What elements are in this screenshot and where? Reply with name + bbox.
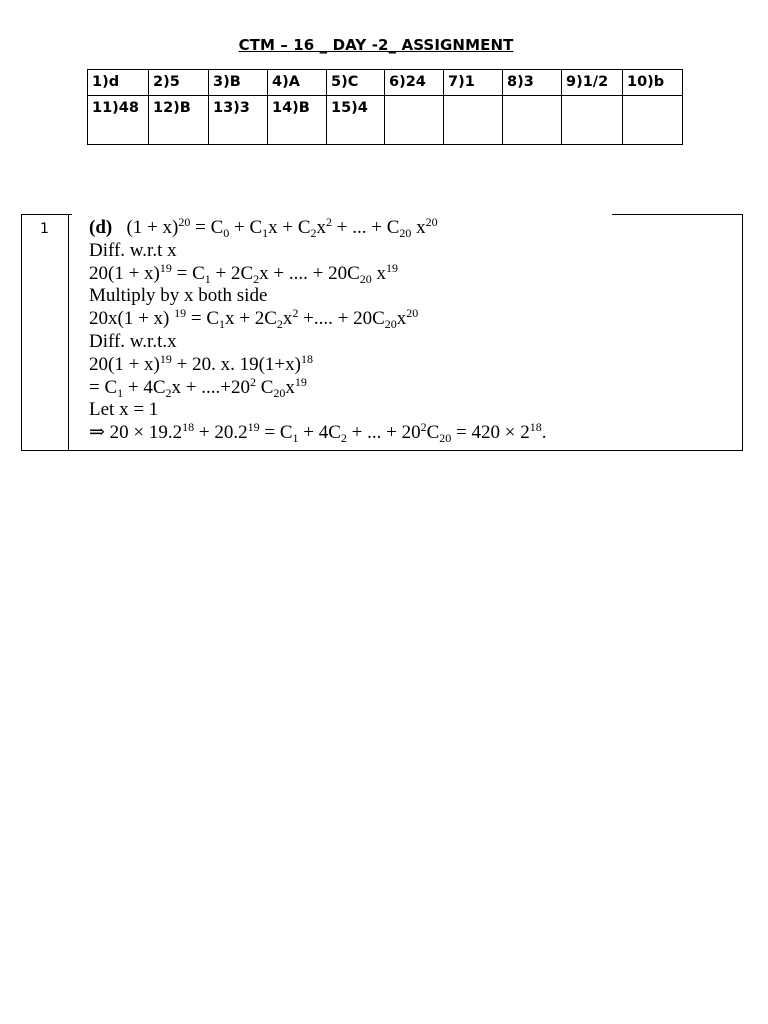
answer-cell (623, 96, 683, 145)
answer-cell: 15)4 (327, 96, 385, 145)
answer-cell: 12)B (149, 96, 209, 145)
answer-cell: 11)48 (88, 96, 149, 145)
answer-key-table (87, 69, 683, 145)
answer-cell: 13)3 (209, 96, 268, 145)
multiply-line: Multiply by x both side (89, 285, 268, 307)
answer-cell: 5)C (327, 70, 385, 96)
second-derivative-rhs-line: = $C_1 + 4C_2x + ....+20^2$ $C_{20}x^{19}$ (89, 374, 307, 400)
answer-cell: 10)b (623, 70, 683, 96)
answer-row (88, 96, 683, 145)
answer-row (88, 70, 683, 96)
expansion-line: (d) $(1 + x)^{20} = C_0 + C_1x + C_2x^2$ + ... + $C_{20}$ $x^{20}$ (89, 215, 438, 240)
solution-column-divider (68, 215, 69, 450)
solution-working (89, 217, 729, 445)
result-line: ⇒ $20 \times 19.2^{18} + 20.2^{19} = C_1 + 4C_2$ + ... + $20^2C_{20} = 420 \times 2^{18}$. (89, 420, 547, 446)
second-derivative-line: $20(1 + x)^{19} + 20$. x. $19(1+x)^{18}$ (89, 351, 313, 375)
answer-cell: 1)d (88, 70, 149, 96)
answer-cell: 9)1/2 (562, 70, 623, 96)
diff-wrt-x-line-2: Diff. w.r.t.x (89, 330, 177, 352)
answer-label: (d) (89, 217, 113, 238)
answer-cell: 7)1 (444, 70, 503, 96)
multiplied-equation-line: 20x(1 + x) $^{19} = C_1x + 2C_2x^2$ +.... + $20C_{20}x^{20}$ (89, 306, 419, 332)
answer-cell: 14)B (268, 96, 327, 145)
first-derivative-line: $20(1 + x)^{19} = C_1 + 2C_2x$ + .... + $20C_{20}$ $x^{19}$ (89, 260, 399, 286)
page-title: CTM – 16 _ DAY -2_ ASSIGNMENT (238, 36, 514, 54)
solution-box (21, 214, 743, 451)
let-x-line: Let x = 1 (89, 399, 159, 421)
answer-cell: 4)A (268, 70, 327, 96)
answer-cell: 6)24 (385, 70, 444, 96)
answer-cell (562, 96, 623, 145)
answer-cell: 3)B (209, 70, 268, 96)
answer-cell (385, 96, 444, 145)
answer-cell (444, 96, 503, 145)
solution-number: 1 (40, 221, 49, 237)
answer-cell (503, 96, 562, 145)
diff-wrt-x-line: Diff. w.r.t x (89, 239, 177, 261)
answer-cell: 8)3 (503, 70, 562, 96)
answer-cell: 2)5 (149, 70, 209, 96)
